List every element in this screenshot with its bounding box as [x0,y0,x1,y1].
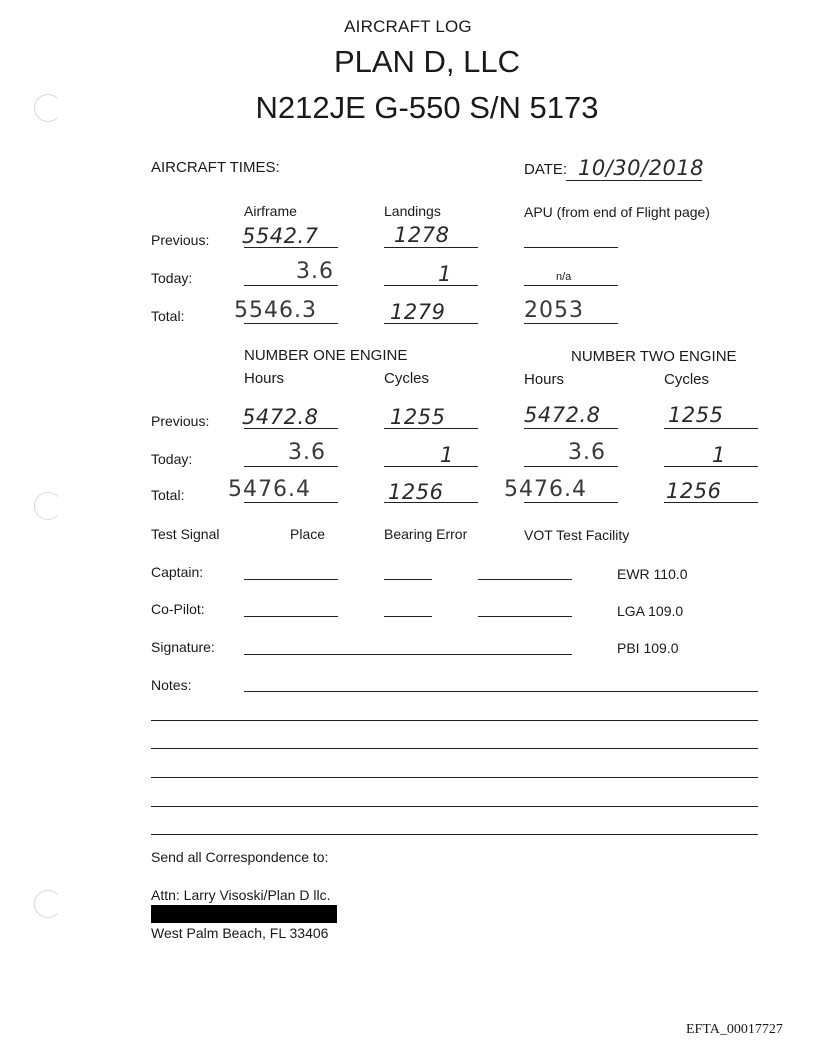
e1-cycles-today: 1 [440,443,454,467]
e1-cycles-today-line [384,466,478,467]
airframe-today: 3.6 [296,259,334,284]
log-subtitle: AIRCRAFT LOG [344,17,472,36]
engine-one-hours-label: Hours [244,370,285,387]
punch-hole-middle [34,492,62,520]
correspondence-city: West Palm Beach, FL 33406 [151,925,329,941]
e1-hours-total: 5476.4 [228,477,311,502]
notes-line-1 [244,691,758,692]
engine-row-label-previous: Previous: [151,413,210,429]
e2-cycles-previous-line [664,428,758,429]
apu-today: n/a [556,271,572,283]
e1-hours-today: 3.6 [288,440,326,465]
e2-hours-today: 3.6 [568,440,606,465]
facility-pbi: PBI 109.0 [617,640,679,656]
apu-previous-line [524,247,618,248]
punch-hole-bottom [34,890,62,918]
bearing-error-header: Bearing Error [384,526,468,542]
redaction-bar [151,905,337,923]
e2-cycles-total: 1256 [666,479,722,503]
apu-total-line [524,323,618,324]
e2-hours-today-line [524,466,618,467]
landings-total: 1279 [390,300,446,324]
col-airframe: Airframe [244,203,297,219]
place-header: Place [290,526,326,542]
notes-line-4 [151,777,758,778]
apu-total: 2053 [524,298,584,323]
signature-line [244,654,572,655]
e1-cycles-total-line [384,502,478,503]
e1-hours-previous-line [244,428,338,429]
airframe-previous: 5542.7 [242,224,319,248]
landings-total-line [384,323,478,324]
notes-label: Notes: [151,677,192,693]
e2-cycles-today: 1 [712,443,726,467]
copilot-signal-line [478,616,572,617]
row-label-previous: Previous: [151,232,210,248]
engine-one-cycles-label: Cycles [384,370,430,387]
captain-label: Captain: [151,564,204,580]
landings-today-line [384,285,478,286]
e2-hours-previous-line [524,428,618,429]
correspondence-label: Send all Correspondence to: [151,849,329,865]
engine-one-heading: NUMBER ONE ENGINE [244,347,408,364]
e1-hours-previous: 5472.8 [242,405,319,429]
landings-previous: 1278 [394,223,450,247]
correspondence-attn: Attn: Larry Visoski/Plan D llc. [151,887,331,903]
col-landings: Landings [384,203,441,219]
col-apu: APU (from end of Flight page) [524,204,710,220]
notes-line-2 [151,720,758,721]
company-title: PLAN D, LLC [333,44,521,79]
notes-line-5 [151,806,758,807]
aircraft-times-label: AIRCRAFT TIMES: [151,159,280,176]
captain-bearing-line [384,579,432,580]
landings-today: 1 [438,262,452,286]
e1-hours-today-line [244,466,338,467]
notes-line-3 [151,748,758,749]
signature-label: Signature: [151,639,215,655]
e2-hours-total: 5476.4 [504,477,587,502]
e2-hours-total-line [524,502,618,503]
row-label-today: Today: [151,270,193,286]
e2-cycles-previous: 1255 [668,403,724,427]
e1-cycles-previous: 1255 [390,405,446,429]
aircraft-title: N212JE G-550 S/N 5173 [255,90,599,125]
apu-today-line [524,285,618,286]
notes-line-6 [151,834,758,835]
engine-row-label-total: Total: [151,487,185,503]
captain-signal-line [478,579,572,580]
airframe-total: 5546.3 [234,298,317,323]
engine-two-cycles-label: Cycles [664,371,710,388]
facility-ewr: EWR 110.0 [617,566,688,582]
e2-cycles-today-line [664,466,758,467]
copilot-label: Co-Pilot: [151,601,205,617]
e1-hours-total-line [244,502,338,503]
date-value: 10/30/2018 [578,156,705,180]
landings-previous-line [384,247,478,248]
copilot-bearing-line [384,616,432,617]
test-signal-header: Test Signal [151,526,220,542]
date-underline [566,180,702,181]
e1-cycles-previous-line [384,428,478,429]
engine-row-label-today: Today: [151,451,193,467]
captain-place-line [244,579,338,580]
airframe-previous-line [244,247,338,248]
date-label: DATE: [524,161,568,178]
row-label-total: Total: [151,308,185,324]
vot-facility-header: VOT Test Facility [524,527,630,543]
facility-lga: LGA 109.0 [617,603,684,619]
airframe-total-line [244,323,338,324]
e1-cycles-total: 1256 [388,480,444,504]
engine-two-heading: NUMBER TWO ENGINE [571,348,737,365]
copilot-place-line [244,616,338,617]
airframe-today-line [244,285,338,286]
engine-two-hours-label: Hours [524,371,565,388]
e2-cycles-total-line [664,502,758,503]
document-id: EFTA_00017727 [686,1022,783,1037]
e2-hours-previous: 5472.8 [524,403,601,427]
